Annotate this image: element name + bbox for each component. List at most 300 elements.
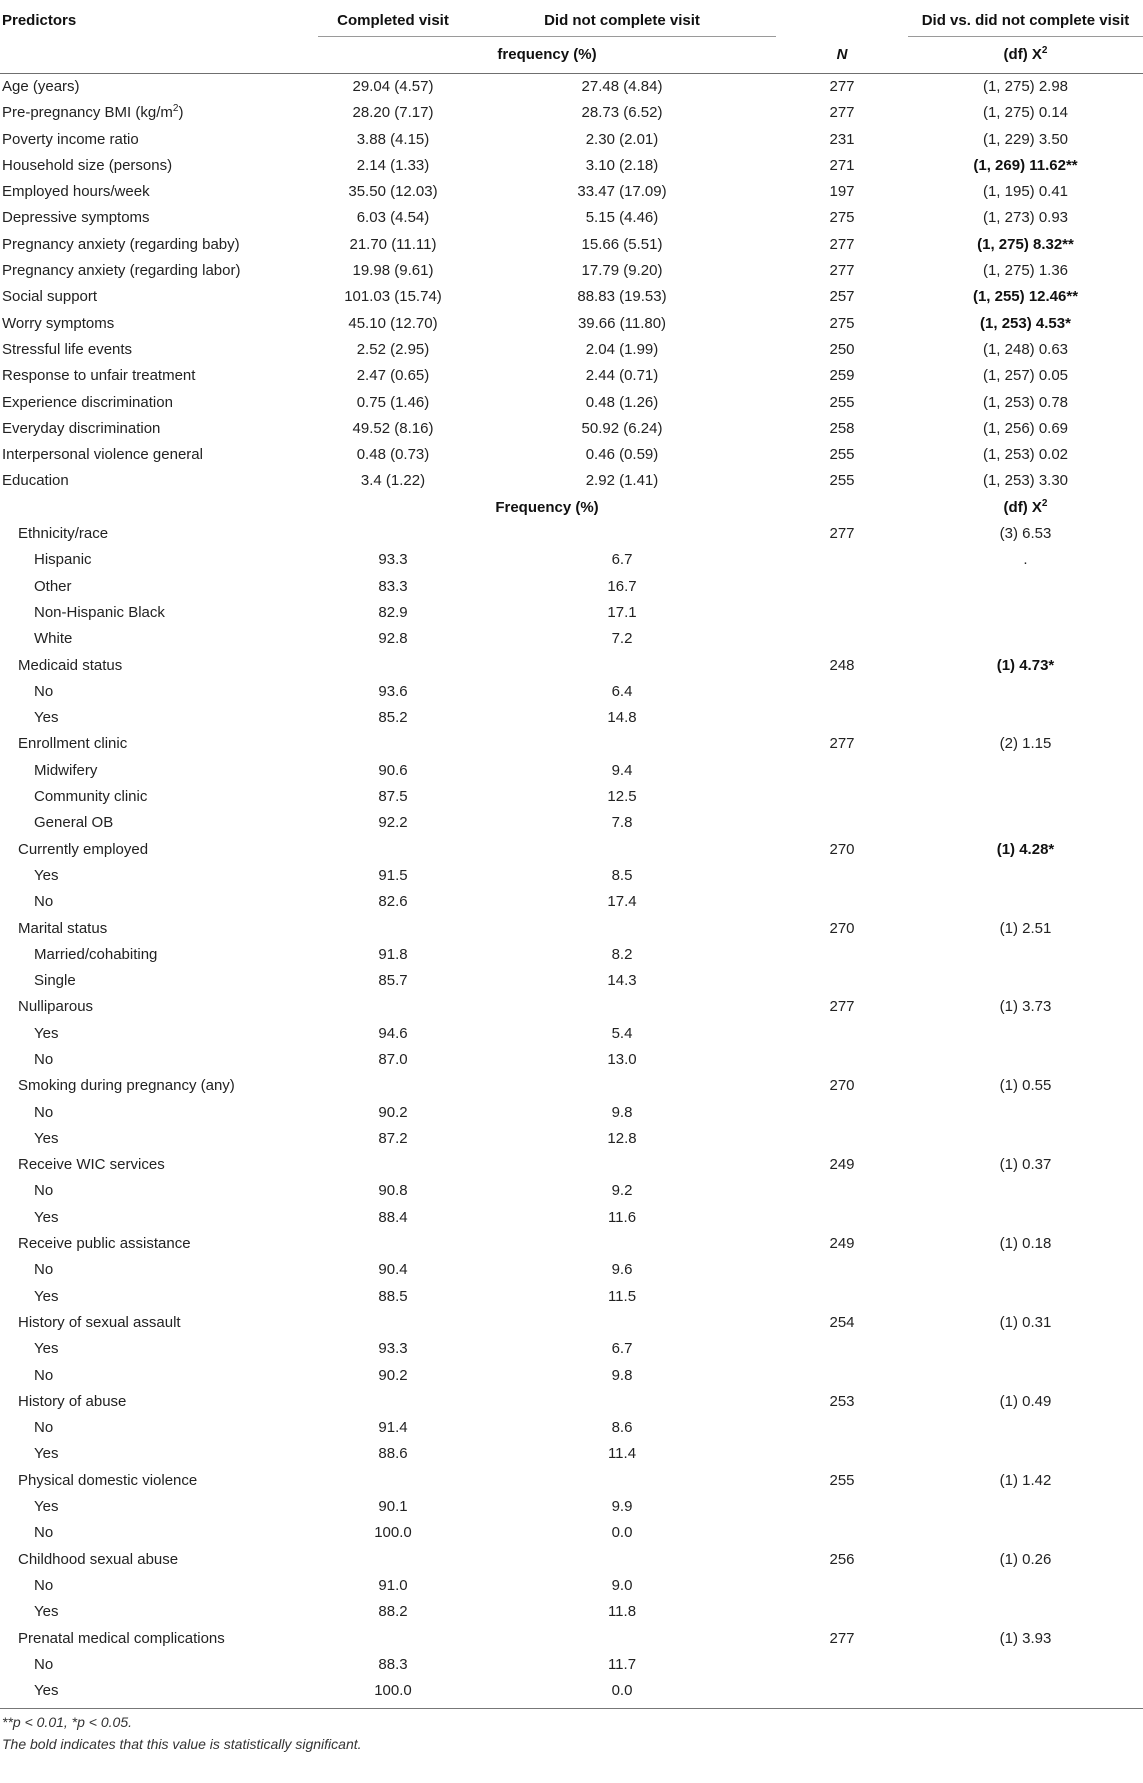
n-value: 231	[829, 130, 855, 148]
not-completed-value: 2.30 (2.01)	[585, 130, 659, 148]
n-value: 277	[829, 235, 855, 253]
blank	[776, 1178, 908, 1204]
table-row	[0, 705, 1143, 731]
stat-value: (1, 253) 4.53*	[980, 314, 1071, 332]
table-row	[0, 679, 1143, 705]
blank	[776, 968, 908, 994]
n-value: 255	[829, 446, 855, 464]
table-row	[0, 810, 1143, 836]
completed-value: 93.3	[378, 551, 408, 569]
table-row	[0, 1441, 1143, 1467]
level-label: No	[34, 682, 54, 700]
level-label: Single	[34, 972, 76, 990]
category-row	[0, 1389, 1143, 1415]
not-completed-value: 11.5	[607, 1287, 637, 1305]
table-row	[0, 1100, 1143, 1126]
blank	[776, 942, 908, 968]
stat-value	[908, 1257, 1143, 1283]
table-row	[0, 1336, 1143, 1362]
table-row	[0, 863, 1143, 889]
n-value: 277	[829, 525, 855, 543]
section-frequency: Frequency (%)	[495, 498, 599, 516]
blank	[468, 1310, 776, 1336]
completed-value: 88.6	[378, 1445, 408, 1463]
level-label: Yes	[34, 1287, 59, 1305]
category-label: History of abuse	[18, 1392, 127, 1410]
stat-value	[908, 758, 1143, 784]
header-comparison: Did vs. did not complete visit	[908, 6, 1143, 37]
table-row	[0, 258, 1143, 284]
predictor-label: Stressful life events	[2, 340, 133, 358]
blank	[776, 1336, 908, 1362]
stat-value	[908, 968, 1143, 994]
blank	[776, 705, 908, 731]
blank	[776, 758, 908, 784]
table-row	[0, 179, 1143, 205]
stat-value: (1) 0.37	[999, 1156, 1052, 1174]
blank	[468, 994, 776, 1020]
blank	[776, 1284, 908, 1310]
blank	[776, 1415, 908, 1441]
n-value: 277	[829, 998, 855, 1016]
not-completed-value: 9.8	[611, 1103, 633, 1121]
level-label: Community clinic	[34, 788, 148, 806]
table-row	[0, 1021, 1143, 1047]
not-completed-value: 17.79 (9.20)	[581, 262, 663, 280]
completed-value: 83.3	[378, 577, 408, 595]
bottom-rule	[0, 1708, 1143, 1709]
predictor-label: Worry symptoms	[2, 314, 115, 332]
level-label: No	[34, 1366, 54, 1384]
category-label: Prenatal medical complications	[18, 1629, 225, 1647]
stat-value: (1) 0.18	[999, 1235, 1052, 1253]
stat-value: (1) 0.31	[999, 1313, 1052, 1331]
table-row	[0, 600, 1143, 626]
level-label: Yes	[34, 1129, 59, 1147]
level-label: Midwifery	[34, 761, 98, 779]
completed-value: 21.70 (11.11)	[349, 235, 437, 253]
stat-value	[908, 889, 1143, 915]
table-row	[0, 1652, 1143, 1678]
table-row	[0, 74, 1143, 101]
not-completed-value: 11.7	[607, 1655, 637, 1673]
table-row	[0, 468, 1143, 494]
completed-value: 88.5	[378, 1287, 408, 1305]
table-row	[0, 1284, 1143, 1310]
header-completed: Completed visit	[318, 6, 468, 37]
blank	[468, 1547, 776, 1573]
not-completed-value: 6.7	[611, 551, 633, 569]
stat-value	[908, 1415, 1143, 1441]
n-value: 277	[829, 735, 855, 753]
blank	[776, 547, 908, 573]
completed-value: 88.2	[378, 1603, 408, 1621]
completed-value: 90.8	[378, 1182, 408, 1200]
category-label: Currently employed	[18, 840, 149, 858]
stat-value: (1, 275) 0.14	[982, 104, 1069, 122]
n-value: 250	[829, 340, 855, 358]
n-value: 270	[829, 1077, 855, 1095]
n-value: 275	[829, 209, 855, 227]
category-row	[0, 521, 1143, 547]
blank	[318, 1626, 468, 1652]
stat-value: (3) 6.53	[999, 525, 1052, 543]
not-completed-value: 9.0	[611, 1576, 633, 1594]
category-row	[0, 1231, 1143, 1257]
blank	[776, 784, 908, 810]
table-row	[0, 1678, 1143, 1704]
blank	[468, 653, 776, 679]
blank	[776, 810, 908, 836]
level-label: No	[34, 1182, 54, 1200]
stat-value: (1, 253) 0.02	[982, 446, 1069, 464]
table-row	[0, 1415, 1143, 1441]
categorical-section	[0, 495, 1143, 1705]
stat-value: (1) 0.55	[999, 1077, 1052, 1095]
not-completed-value: 2.92 (1.41)	[585, 472, 659, 490]
stat-value	[908, 1205, 1143, 1231]
completed-value: 85.2	[378, 709, 408, 727]
level-label: No	[34, 1261, 54, 1279]
not-completed-value: 50.92 (6.24)	[581, 419, 663, 437]
blank	[776, 1047, 908, 1073]
category-label: Physical domestic violence	[18, 1471, 198, 1489]
table-row	[0, 1205, 1143, 1231]
stat-value	[908, 705, 1143, 731]
not-completed-value: 11.8	[607, 1603, 637, 1621]
blank	[318, 1231, 468, 1257]
stat-value	[908, 863, 1143, 889]
level-label: Hispanic	[34, 551, 92, 569]
category-row	[0, 1547, 1143, 1573]
category-label: Receive public assistance	[18, 1235, 191, 1253]
blank	[776, 626, 908, 652]
not-completed-value: 27.48 (4.84)	[581, 78, 663, 95]
category-row	[0, 1310, 1143, 1336]
category-label: Medicaid status	[18, 656, 123, 674]
completed-value: 90.1	[378, 1498, 408, 1516]
completed-value: 87.2	[378, 1129, 408, 1147]
completed-value: 19.98 (9.61)	[352, 262, 434, 280]
category-label: Smoking during pregnancy (any)	[18, 1077, 235, 1095]
predictor-label: Depressive symptoms	[2, 209, 150, 227]
stat-value: (1) 4.73*	[996, 656, 1055, 674]
category-label: Enrollment clinic	[18, 735, 128, 753]
level-label: Yes	[34, 709, 59, 727]
category-row	[0, 1626, 1143, 1652]
predictor-label: Poverty income ratio	[2, 130, 139, 148]
completed-value: 94.6	[378, 1024, 408, 1042]
stat-value	[908, 1652, 1143, 1678]
level-label: General OB	[34, 814, 114, 832]
table-row	[0, 1494, 1143, 1520]
table-row	[0, 968, 1143, 994]
table-row	[0, 100, 1143, 126]
completed-value: 100.0	[374, 1682, 412, 1700]
not-completed-value: 0.46 (0.59)	[585, 446, 659, 464]
table-row	[0, 626, 1143, 652]
category-row	[0, 837, 1143, 863]
n-value: 259	[829, 367, 855, 385]
predictor-label: Experience discrimination	[2, 393, 173, 411]
table-row	[0, 1520, 1143, 1546]
table-row	[0, 574, 1143, 600]
stat-value	[908, 1573, 1143, 1599]
n-value: 257	[829, 288, 855, 306]
n-value: 197	[829, 183, 855, 201]
completed-value: 82.9	[378, 603, 408, 621]
header-not-completed: Did not complete visit	[468, 6, 776, 37]
blank	[776, 495, 908, 521]
stat-value: (1) 1.42	[999, 1471, 1052, 1489]
completed-value: 85.7	[378, 972, 408, 990]
category-label: Marital status	[18, 919, 108, 937]
stat-value	[908, 1100, 1143, 1126]
stat-value	[908, 1599, 1143, 1625]
completed-value: 92.8	[378, 630, 408, 648]
table-row	[0, 337, 1143, 363]
stat-value	[908, 942, 1143, 968]
stat-value: (1, 273) 0.93	[982, 209, 1069, 227]
stat-value	[908, 679, 1143, 705]
blank	[468, 1152, 776, 1178]
blank	[318, 916, 468, 942]
category-row	[0, 1073, 1143, 1099]
blank	[318, 994, 468, 1020]
predictor-label: Pre-pregnancy BMI $(kg/m^2)$	[2, 103, 184, 122]
table-row	[0, 1126, 1143, 1152]
n-value: 258	[829, 419, 855, 437]
n-value: 255	[829, 393, 855, 411]
category-label: Nulliparous	[18, 998, 94, 1016]
not-completed-value: 5.4	[611, 1024, 633, 1042]
not-completed-value: 0.0	[611, 1682, 633, 1700]
blank	[776, 1520, 908, 1546]
completed-value: 91.4	[378, 1419, 408, 1437]
n-value: 253	[829, 1392, 855, 1410]
category-row	[0, 731, 1143, 757]
level-label: No	[34, 1524, 54, 1542]
table-row	[0, 1573, 1143, 1599]
not-completed-value: 9.2	[611, 1182, 633, 1200]
footnote-bold: The bold indicates that this value is statistically significant.	[2, 1736, 362, 1752]
completed-value: 28.20 (7.17)	[352, 104, 434, 122]
level-label: White	[34, 630, 73, 648]
blank	[468, 521, 776, 547]
stat-value	[908, 1336, 1143, 1362]
blank	[776, 1573, 908, 1599]
header-row-2	[0, 37, 1143, 74]
not-completed-value: 7.2	[611, 630, 633, 648]
level-label: Yes	[34, 1603, 59, 1621]
n-value: 277	[829, 262, 855, 280]
stat-value: (2) 1.15	[999, 735, 1052, 753]
not-completed-value: 8.2	[611, 945, 633, 963]
not-completed-value: 9.9	[611, 1498, 633, 1516]
blank	[776, 1494, 908, 1520]
predictor-label: Education	[2, 472, 69, 490]
n-value: 254	[829, 1313, 855, 1331]
n-value: 277	[829, 104, 855, 122]
not-completed-value: 12.5	[607, 788, 637, 806]
stat-value	[908, 1284, 1143, 1310]
stat-value	[908, 1678, 1143, 1704]
stat-value: .	[1023, 551, 1028, 569]
level-label: No	[34, 1576, 54, 1594]
n-value: 270	[829, 919, 855, 937]
blank	[318, 837, 468, 863]
table-row	[0, 153, 1143, 179]
blank	[468, 1626, 776, 1652]
completed-value: 6.03 (4.54)	[356, 209, 430, 227]
level-label: Yes	[34, 1682, 59, 1700]
table-row	[0, 311, 1143, 337]
table-row	[0, 442, 1143, 468]
blank	[776, 1441, 908, 1467]
not-completed-value: 28.73 (6.52)	[581, 104, 663, 122]
n-value: 277	[829, 1629, 855, 1647]
predictor-label: Employed hours/week	[2, 183, 150, 201]
blank	[776, 1599, 908, 1625]
level-label: Non-Hispanic Black	[34, 603, 165, 621]
stat-value	[908, 1363, 1143, 1389]
completed-value: 90.4	[378, 1261, 408, 1279]
table-row	[0, 1178, 1143, 1204]
level-label: Yes	[34, 1445, 59, 1463]
not-completed-value: 17.1	[607, 603, 637, 621]
table-row	[0, 390, 1143, 416]
completed-value: 49.52 (8.16)	[352, 419, 434, 437]
header-frequency: frequency (%)	[318, 37, 776, 74]
not-completed-value: 2.44 (0.71)	[585, 367, 659, 385]
not-completed-value: 15.66 (5.51)	[581, 235, 663, 253]
footnote-significance: **p < 0.01, *p < 0.05.	[2, 1714, 132, 1730]
predictor-label: Response to unfair treatment	[2, 367, 196, 385]
table-row	[0, 889, 1143, 915]
completed-value: 0.48 (0.73)	[356, 446, 430, 464]
not-completed-value: 5.15 (4.46)	[585, 209, 659, 227]
completed-value: 101.03 (15.74)	[344, 288, 442, 306]
completed-value: 91.0	[378, 1576, 408, 1594]
stat-value: (1, 275) 2.98	[982, 78, 1069, 95]
table-row	[0, 232, 1143, 258]
category-label: Childhood sexual abuse	[18, 1550, 179, 1568]
blank	[468, 837, 776, 863]
table-row	[0, 284, 1143, 310]
not-completed-value: 8.5	[611, 866, 633, 884]
blank	[776, 600, 908, 626]
category-label: Ethnicity/race	[18, 525, 109, 543]
table-row	[0, 127, 1143, 153]
completed-value: 45.10 (12.70)	[348, 314, 438, 332]
stat-value	[908, 1520, 1143, 1546]
level-label: Yes	[34, 1208, 59, 1226]
completed-value: 91.5	[378, 866, 408, 884]
blank	[318, 521, 468, 547]
category-row	[0, 916, 1143, 942]
not-completed-value: 17.4	[607, 893, 637, 911]
completed-value: 88.3	[378, 1655, 408, 1673]
predictor-label: Interpersonal violence general	[2, 446, 203, 464]
table-row	[0, 784, 1143, 810]
n-value: 271	[829, 156, 855, 174]
n-value: 255	[829, 472, 855, 490]
stat-value: (1) 4.28*	[996, 840, 1055, 858]
predictor-label: Pregnancy anxiety (regarding baby)	[2, 235, 240, 253]
stat-value: (1) 0.49	[999, 1392, 1052, 1410]
stat-value	[908, 1047, 1143, 1073]
stat-value: (1, 275) 8.32**	[977, 235, 1074, 253]
not-completed-value: 14.8	[607, 709, 637, 727]
blank	[318, 653, 468, 679]
level-label: Other	[34, 577, 72, 595]
stat-value: (1, 256) 0.69	[982, 419, 1069, 437]
table-row	[0, 1257, 1143, 1283]
blank	[776, 889, 908, 915]
completed-value: 93.3	[378, 1340, 408, 1358]
category-row	[0, 1468, 1143, 1494]
predictor-label: Household size (persons)	[2, 156, 173, 174]
not-completed-value: 16.7	[607, 577, 637, 595]
completed-value: 2.47 (0.65)	[356, 367, 430, 385]
predictor-label: Age (years)	[2, 78, 80, 95]
not-completed-value: 33.47 (17.09)	[577, 183, 667, 201]
category-row	[0, 1152, 1143, 1178]
not-completed-value: 8.6	[611, 1419, 633, 1437]
blank	[776, 1100, 908, 1126]
stat-value	[908, 574, 1143, 600]
table-row	[0, 758, 1143, 784]
blank	[776, 1652, 908, 1678]
not-completed-value: 7.8	[611, 814, 633, 832]
blank	[318, 1547, 468, 1573]
completed-value: 92.2	[378, 814, 408, 832]
results-table	[0, 6, 1143, 1704]
predictor-label: Everyday discrimination	[2, 419, 161, 437]
completed-value: 91.8	[378, 945, 408, 963]
stat-value: (1, 253) 3.30	[982, 472, 1069, 490]
completed-value: 2.52 (2.95)	[356, 340, 430, 358]
completed-value: 100.0	[374, 1524, 412, 1542]
stat-value: (1, 195) 0.41	[982, 183, 1069, 201]
table-row	[0, 205, 1143, 231]
stat-value: (1) 3.73	[999, 998, 1052, 1016]
n-value: 255	[829, 1471, 855, 1489]
category-row	[0, 994, 1143, 1020]
not-completed-value: 11.4	[607, 1445, 637, 1463]
not-completed-value: 13.0	[607, 1050, 637, 1068]
not-completed-value: 9.4	[611, 761, 633, 779]
section-df-chi: (df) $X^2$	[1003, 497, 1048, 516]
not-completed-value: 88.83 (19.53)	[577, 288, 667, 306]
blank	[318, 1310, 468, 1336]
stat-value	[908, 810, 1143, 836]
blank	[776, 679, 908, 705]
table-row	[0, 1363, 1143, 1389]
completed-value: 82.6	[378, 893, 408, 911]
blank	[318, 1073, 468, 1099]
not-completed-value: 0.48 (1.26)	[585, 393, 659, 411]
table-row	[0, 1047, 1143, 1073]
completed-value: 0.75 (1.46)	[356, 393, 430, 411]
level-label: No	[34, 1419, 54, 1437]
stat-value	[908, 1178, 1143, 1204]
blank	[468, 1231, 776, 1257]
stat-value: (1) 3.93	[999, 1629, 1052, 1647]
not-completed-value: 0.0	[611, 1524, 633, 1542]
stat-value	[908, 1494, 1143, 1520]
blank	[468, 731, 776, 757]
